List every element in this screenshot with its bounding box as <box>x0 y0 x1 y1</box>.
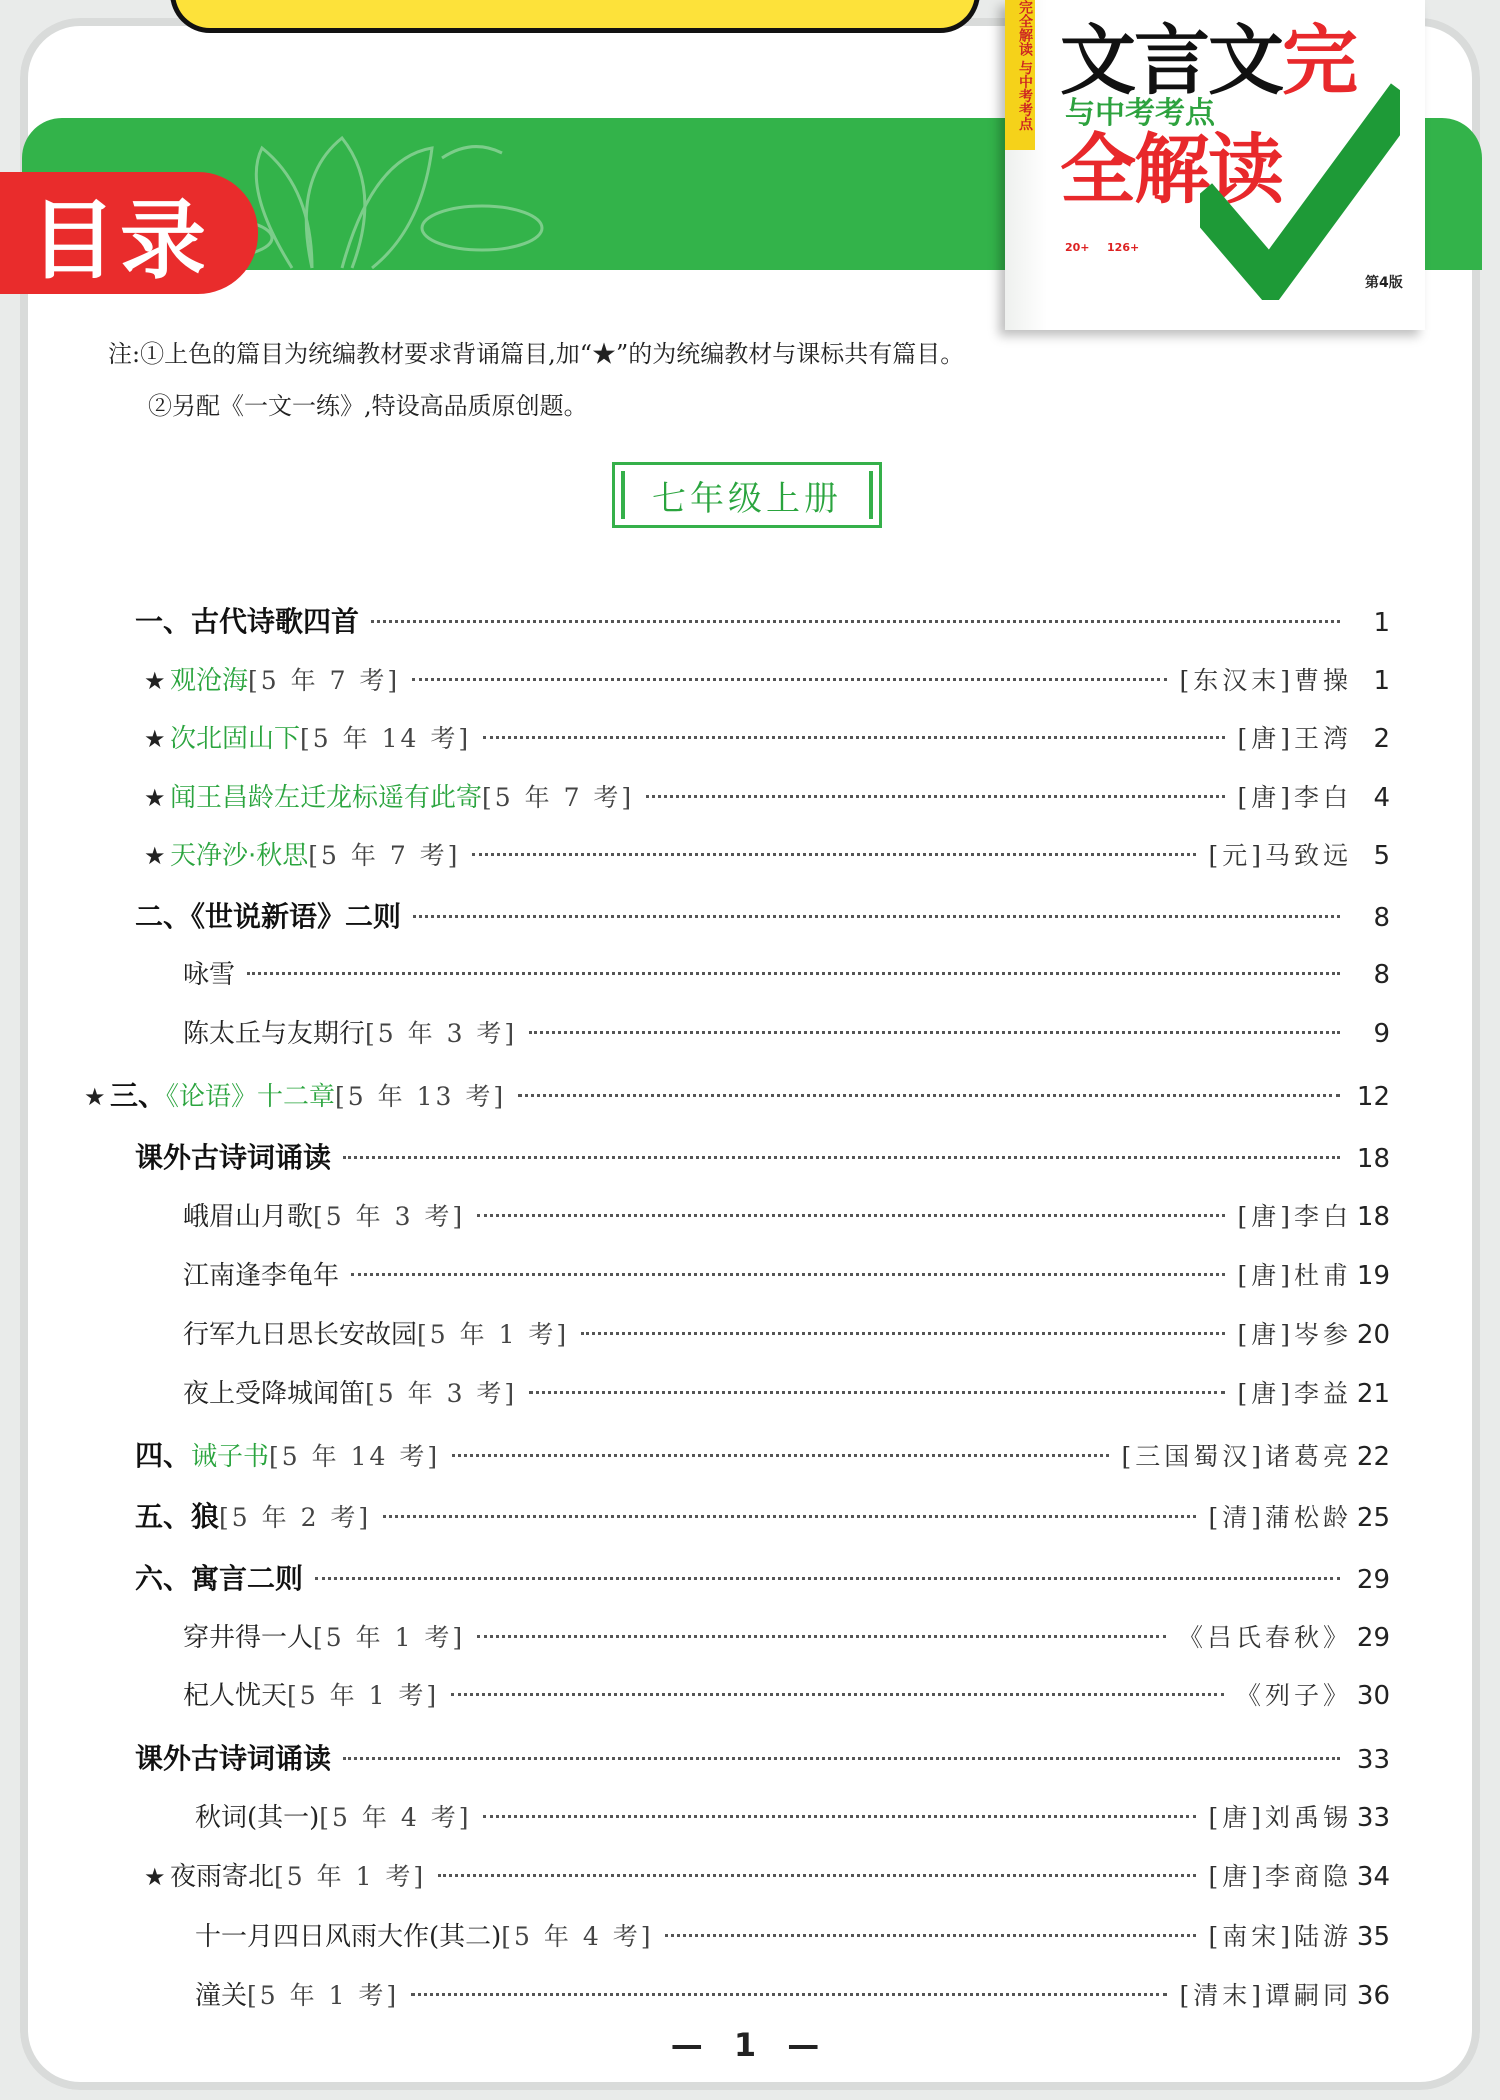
speech-bubble <box>170 0 980 33</box>
entry-title-text: 穿井得一人 <box>183 1623 314 1653</box>
entry-page: 29 <box>1356 1565 1390 1595</box>
entry-title-text: 三、 <box>110 1079 167 1112</box>
entry-title-text: 秋词(其一) <box>195 1803 320 1833</box>
section-title: 七年级上册 <box>612 462 882 528</box>
entry-page: 21 <box>1356 1379 1390 1409</box>
toc-entry[interactable] <box>135 600 1390 640</box>
entry-author: [唐]刘禹锡 <box>1208 1803 1352 1832</box>
entry-title-text: 陈太丘与友期行 <box>183 1019 366 1049</box>
entry-title <box>183 1196 465 1233</box>
entry-title <box>170 777 634 814</box>
entry-title <box>135 1557 303 1597</box>
entry-title <box>183 1013 517 1050</box>
toc-entry[interactable] <box>183 1314 1390 1354</box>
book-stats <box>1065 240 1139 256</box>
leader-dots <box>343 1156 1340 1159</box>
entry-title <box>135 1737 331 1777</box>
entry-title-text: 课外古诗词诵读 <box>135 1141 332 1174</box>
entry-title-text: 五、狼 <box>135 1500 220 1533</box>
toc-entry[interactable] <box>144 660 1390 700</box>
entry-author: [唐]李商隐 <box>1208 1862 1352 1891</box>
exam-frequency: [5 年 7 考] <box>248 666 401 695</box>
toc-entry[interactable] <box>144 835 1390 875</box>
star-icon: ★ <box>144 784 166 812</box>
entry-title <box>110 1074 506 1114</box>
entry-title <box>135 895 401 935</box>
entry-author: [唐]李益 <box>1237 1379 1352 1408</box>
entry-title-highlight: 次北固山下 <box>170 724 301 754</box>
entry-title <box>195 1797 471 1834</box>
exam-frequency: [5 年 3 考] <box>365 1019 518 1048</box>
entry-title <box>183 1314 569 1351</box>
leader-dots <box>343 1757 1340 1760</box>
entry-page: 5 <box>1373 841 1390 871</box>
entry-title-text: 杞人忧天 <box>183 1681 288 1711</box>
toc-entry[interactable] <box>135 1434 1390 1474</box>
toc-entry[interactable] <box>135 1737 1390 1777</box>
entry-title <box>135 1136 331 1176</box>
entry-title-highlight: 闻王昌龄左迁龙标遥有此寄 <box>170 783 483 813</box>
star-icon: ★ <box>144 725 166 753</box>
exam-frequency: [5 年 3 考] <box>365 1379 518 1408</box>
entry-page: 1 <box>1373 608 1390 638</box>
toc-entry[interactable] <box>144 718 1390 758</box>
entry-author: [唐]李白 <box>1237 783 1352 812</box>
entry-title <box>170 835 460 872</box>
leader-dots <box>351 1273 1225 1276</box>
checkmark-icon <box>1200 80 1400 300</box>
book-spine: 完全解读 与中考考点 <box>1005 0 1035 150</box>
toc-entry[interactable] <box>183 1373 1390 1413</box>
star-icon: ★ <box>144 842 166 870</box>
leader-dots <box>412 678 1167 681</box>
exam-frequency: [5 年 14 考] <box>300 724 472 753</box>
leader-dots <box>477 1214 1225 1217</box>
entry-title <box>135 1434 440 1474</box>
book-stat-1: 20+ <box>1065 241 1090 254</box>
note-line-2: ②另配《一文一练》,特设高品质原创题。 <box>148 392 588 420</box>
entry-title <box>195 1975 399 2012</box>
entry-author: [南宋]陆游 <box>1208 1922 1352 1951</box>
entry-page: 33 <box>1356 1803 1390 1833</box>
toc-entry[interactable] <box>135 1557 1390 1597</box>
entry-author: [唐]王湾 <box>1237 724 1352 753</box>
toc-entry[interactable] <box>183 1255 1390 1295</box>
toc-entry[interactable] <box>135 1495 1390 1535</box>
toc-entry[interactable] <box>195 1975 1390 2015</box>
entry-author: [唐]岑参 <box>1237 1320 1352 1349</box>
star-icon: ★ <box>144 667 166 695</box>
entry-page: 4 <box>1373 783 1390 813</box>
entry-title-highlight: 诫子书 <box>191 1442 270 1472</box>
leader-dots <box>247 972 1340 975</box>
entry-page: 30 <box>1356 1681 1390 1711</box>
leader-dots <box>518 1094 1340 1097</box>
entry-title <box>183 954 235 991</box>
leader-dots <box>411 1993 1167 1996</box>
entry-title-text: 峨眉山月歌 <box>183 1202 314 1232</box>
toc-entry[interactable] <box>183 1196 1390 1236</box>
toc-entry[interactable] <box>183 1617 1390 1657</box>
page-number: — 1 — <box>670 2026 830 2064</box>
leader-dots <box>383 1515 1196 1518</box>
entry-author: [清末]谭嗣同 <box>1179 1981 1352 2010</box>
entry-author: [唐]杜甫 <box>1237 1261 1352 1290</box>
entry-author: 《列子》 <box>1235 1681 1352 1710</box>
entry-title <box>183 1617 465 1654</box>
toc-entry[interactable] <box>183 1675 1390 1715</box>
exam-frequency: [5 年 7 考] <box>482 783 635 812</box>
toc-entry[interactable] <box>183 954 1390 994</box>
entry-title <box>195 1916 653 1953</box>
exam-frequency: [5 年 13 考] <box>335 1082 507 1111</box>
entry-title-text: 六、寓言二则 <box>135 1562 304 1595</box>
exam-frequency: [5 年 1 考] <box>274 1862 427 1891</box>
entry-author: [三国蜀汉]诸葛亮 <box>1121 1442 1352 1471</box>
leader-dots <box>529 1391 1225 1394</box>
entry-page: 8 <box>1373 960 1390 990</box>
entry-title-text: 一、古代诗歌四首 <box>135 605 360 638</box>
entry-page: 2 <box>1373 724 1390 754</box>
leader-dots <box>581 1332 1225 1335</box>
entry-title-text: 四、 <box>135 1439 192 1472</box>
entry-page: 36 <box>1356 1981 1390 2011</box>
entry-page: 33 <box>1356 1745 1390 1775</box>
entry-page: 1 <box>1373 666 1390 696</box>
star-icon: ★ <box>144 1863 166 1891</box>
leader-dots <box>483 736 1225 739</box>
entry-title-highlight: 观沧海 <box>170 666 249 696</box>
entry-title <box>170 718 471 755</box>
entry-title-text: 十一月四日风雨大作(其二) <box>195 1922 502 1952</box>
exam-frequency: [5 年 4 考] <box>319 1803 472 1832</box>
leader-dots <box>315 1577 1340 1580</box>
leader-dots <box>472 853 1196 856</box>
exam-frequency: [5 年 14 考] <box>269 1442 441 1471</box>
entry-page: 20 <box>1356 1320 1390 1350</box>
toc-entry[interactable] <box>135 1136 1390 1176</box>
entry-page: 34 <box>1356 1862 1390 1892</box>
entry-page: 22 <box>1356 1442 1390 1472</box>
entry-page: 35 <box>1356 1922 1390 1952</box>
leader-dots <box>438 1874 1196 1877</box>
exam-frequency: [5 年 4 考] <box>501 1922 654 1951</box>
leader-dots <box>529 1031 1340 1034</box>
leader-dots <box>451 1693 1224 1696</box>
entry-page: 25 <box>1356 1503 1390 1533</box>
exam-frequency: [5 年 1 考] <box>417 1320 570 1349</box>
leader-dots <box>413 915 1340 918</box>
book-title-black: 文言文 <box>1060 16 1282 105</box>
entry-title-text: 江南逢李龟年 <box>183 1261 340 1291</box>
exam-frequency: [5 年 1 考] <box>287 1681 440 1710</box>
entry-page: 9 <box>1373 1019 1390 1049</box>
toc-entry[interactable] <box>135 895 1390 935</box>
entry-title-text: 课外古诗词诵读 <box>135 1742 332 1775</box>
entry-title <box>183 1255 339 1292</box>
toc-entry[interactable] <box>195 1797 1390 1837</box>
entry-title-text: 咏雪 <box>183 960 236 990</box>
exam-frequency: [5 年 2 考] <box>219 1503 372 1532</box>
entry-title-highlight: 天净沙·秋思 <box>170 841 309 871</box>
exam-frequency: [5 年 1 考] <box>313 1623 466 1652</box>
book-subtitle: 与中考考点 <box>1065 96 1215 131</box>
entry-page: 19 <box>1356 1261 1390 1291</box>
toc-entry[interactable] <box>144 1856 1390 1896</box>
toc-entry[interactable] <box>144 777 1390 817</box>
leader-dots <box>452 1454 1109 1457</box>
book-edition: 第4版 <box>1365 275 1403 291</box>
toc-entry[interactable] <box>84 1074 1390 1114</box>
book-title-red: 完全解读 <box>1060 16 1356 214</box>
entry-title <box>170 660 400 697</box>
exam-frequency: [5 年 3 考] <box>313 1202 466 1231</box>
entry-title-highlight: 《论语》十二章 <box>166 1082 336 1112</box>
book-cover <box>1005 0 1425 330</box>
toc-entry[interactable] <box>195 1916 1390 1956</box>
exam-frequency: [5 年 1 考] <box>247 1981 400 2010</box>
toc-entry[interactable] <box>183 1013 1390 1053</box>
entry-page: 8 <box>1373 903 1390 933</box>
entry-author: [唐]李白 <box>1237 1202 1352 1231</box>
entry-title <box>183 1675 439 1712</box>
entry-author: [清]蒲松龄 <box>1208 1503 1352 1532</box>
leader-dots <box>371 620 1340 623</box>
entry-title-text: 夜上受降城闻笛 <box>183 1379 366 1409</box>
leader-dots <box>483 1815 1196 1818</box>
entry-page: 18 <box>1356 1144 1390 1174</box>
entry-author: [元]马致远 <box>1208 841 1352 870</box>
leader-dots <box>665 1934 1196 1937</box>
entry-title <box>135 600 359 640</box>
entry-page: 29 <box>1356 1623 1390 1653</box>
exam-frequency: [5 年 7 考] <box>308 841 461 870</box>
entry-title-text: 行军九日思长安故园 <box>183 1320 418 1350</box>
leader-dots <box>477 1635 1166 1638</box>
entry-title <box>135 1495 371 1535</box>
book-stat-2: 126+ <box>1107 241 1140 254</box>
entry-page: 12 <box>1356 1082 1390 1112</box>
entry-title-text: 夜雨寄北 <box>170 1862 275 1892</box>
toc-heading: 目录 <box>0 172 258 294</box>
entry-author: 《吕氏春秋》 <box>1177 1623 1352 1652</box>
entry-title-text: 潼关 <box>195 1981 248 2011</box>
leader-dots <box>646 795 1225 798</box>
note-line-1: 注:①上色的篇目为统编教材要求背诵篇目,加“★”的为统编教材与课标共有篇目。 <box>108 340 965 368</box>
entry-title-text: 二、《世说新语》二则 <box>135 900 402 933</box>
entry-title <box>170 1856 426 1893</box>
entry-author: [东汉末]曹操 <box>1179 666 1352 695</box>
entry-title <box>183 1373 517 1410</box>
star-icon: ★ <box>84 1083 106 1111</box>
entry-page: 18 <box>1356 1202 1390 1232</box>
